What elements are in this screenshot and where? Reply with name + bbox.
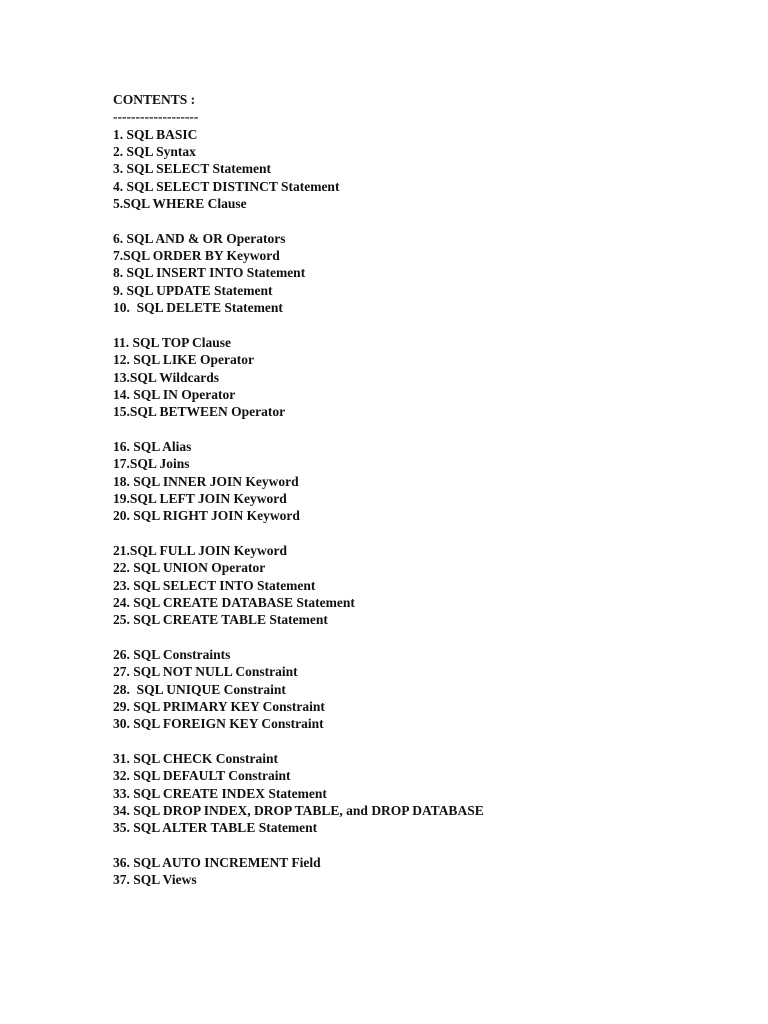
contents-heading: CONTENTS : <box>113 92 196 107</box>
toc-entry: 13.SQL Wildcards <box>113 369 220 385</box>
toc-entry: 4. SQL SELECT DISTINCT Statement <box>113 178 340 194</box>
group-spacer <box>113 629 673 646</box>
toc-entry: 22. SQL UNION Operator <box>113 560 266 576</box>
group-spacer <box>113 837 673 854</box>
toc-entry: 23. SQL SELECT INTO Statement <box>113 577 316 593</box>
toc-entry: 31. SQL CHECK Constraint <box>113 751 279 767</box>
group-spacer <box>113 212 673 229</box>
toc-entry: 5.SQL WHERE Clause <box>113 196 247 212</box>
toc-entry: 18. SQL INNER JOIN Keyword <box>113 473 299 489</box>
toc-entry: 24. SQL CREATE DATABASE Statement <box>113 594 355 610</box>
table-of-contents <box>113 91 673 889</box>
toc-entry: 16. SQL Alias <box>113 438 192 454</box>
toc-entry: 2. SQL Syntax <box>113 144 196 160</box>
toc-entry: 34. SQL DROP INDEX, DROP TABLE, and DROP DATABASE <box>113 803 484 819</box>
toc-entry: 12. SQL LIKE Operator <box>113 352 255 368</box>
toc-entry: 36. SQL AUTO INCREMENT Field <box>113 855 321 871</box>
toc-entry: 3. SQL SELECT Statement <box>113 161 272 177</box>
toc-entry: 17.SQL Joins <box>113 456 190 472</box>
toc-entry: 25. SQL CREATE TABLE Statement <box>113 612 328 628</box>
toc-entry: 14. SQL IN Operator <box>113 386 236 402</box>
toc-entry: 6. SQL AND & OR Operators <box>113 230 286 246</box>
toc-entry: 32. SQL DEFAULT Constraint <box>113 768 291 784</box>
toc-entry: 30. SQL FOREIGN KEY Constraint <box>113 716 324 732</box>
toc-entry: 28. SQL UNIQUE Constraint <box>113 681 286 697</box>
group-spacer <box>113 733 673 750</box>
toc-entry: 7.SQL ORDER BY Keyword <box>113 248 280 264</box>
toc-entry: 9. SQL UPDATE Statement <box>113 282 273 298</box>
toc-entry: 10. SQL DELETE Statement <box>113 300 283 316</box>
toc-entry: 33. SQL CREATE INDEX Statement <box>113 785 327 801</box>
toc-entry: 15.SQL BETWEEN Operator <box>113 404 286 420</box>
group-spacer <box>113 525 673 542</box>
toc-entry: 21.SQL FULL JOIN Keyword <box>113 542 288 558</box>
heading-underline: ------------------- <box>113 109 199 125</box>
toc-entry: 35. SQL ALTER TABLE Statement <box>113 820 318 836</box>
toc-entry: 27. SQL NOT NULL Constraint <box>113 664 298 680</box>
group-spacer <box>113 316 673 333</box>
toc-entry: 1. SQL BASIC <box>113 126 198 142</box>
toc-entry: 11. SQL TOP Clause <box>113 334 232 350</box>
toc-entry: 26. SQL Constraints <box>113 647 231 662</box>
toc-entry: 20. SQL RIGHT JOIN Keyword <box>113 508 300 524</box>
toc-entry: 8. SQL INSERT INTO Statement <box>113 265 306 281</box>
toc-entry: 29. SQL PRIMARY KEY Constraint <box>113 699 325 715</box>
toc-entries <box>113 126 673 889</box>
toc-entry: 19.SQL LEFT JOIN Keyword <box>113 490 287 506</box>
group-spacer <box>113 421 673 438</box>
toc-entry: 37. SQL Views <box>113 872 197 888</box>
